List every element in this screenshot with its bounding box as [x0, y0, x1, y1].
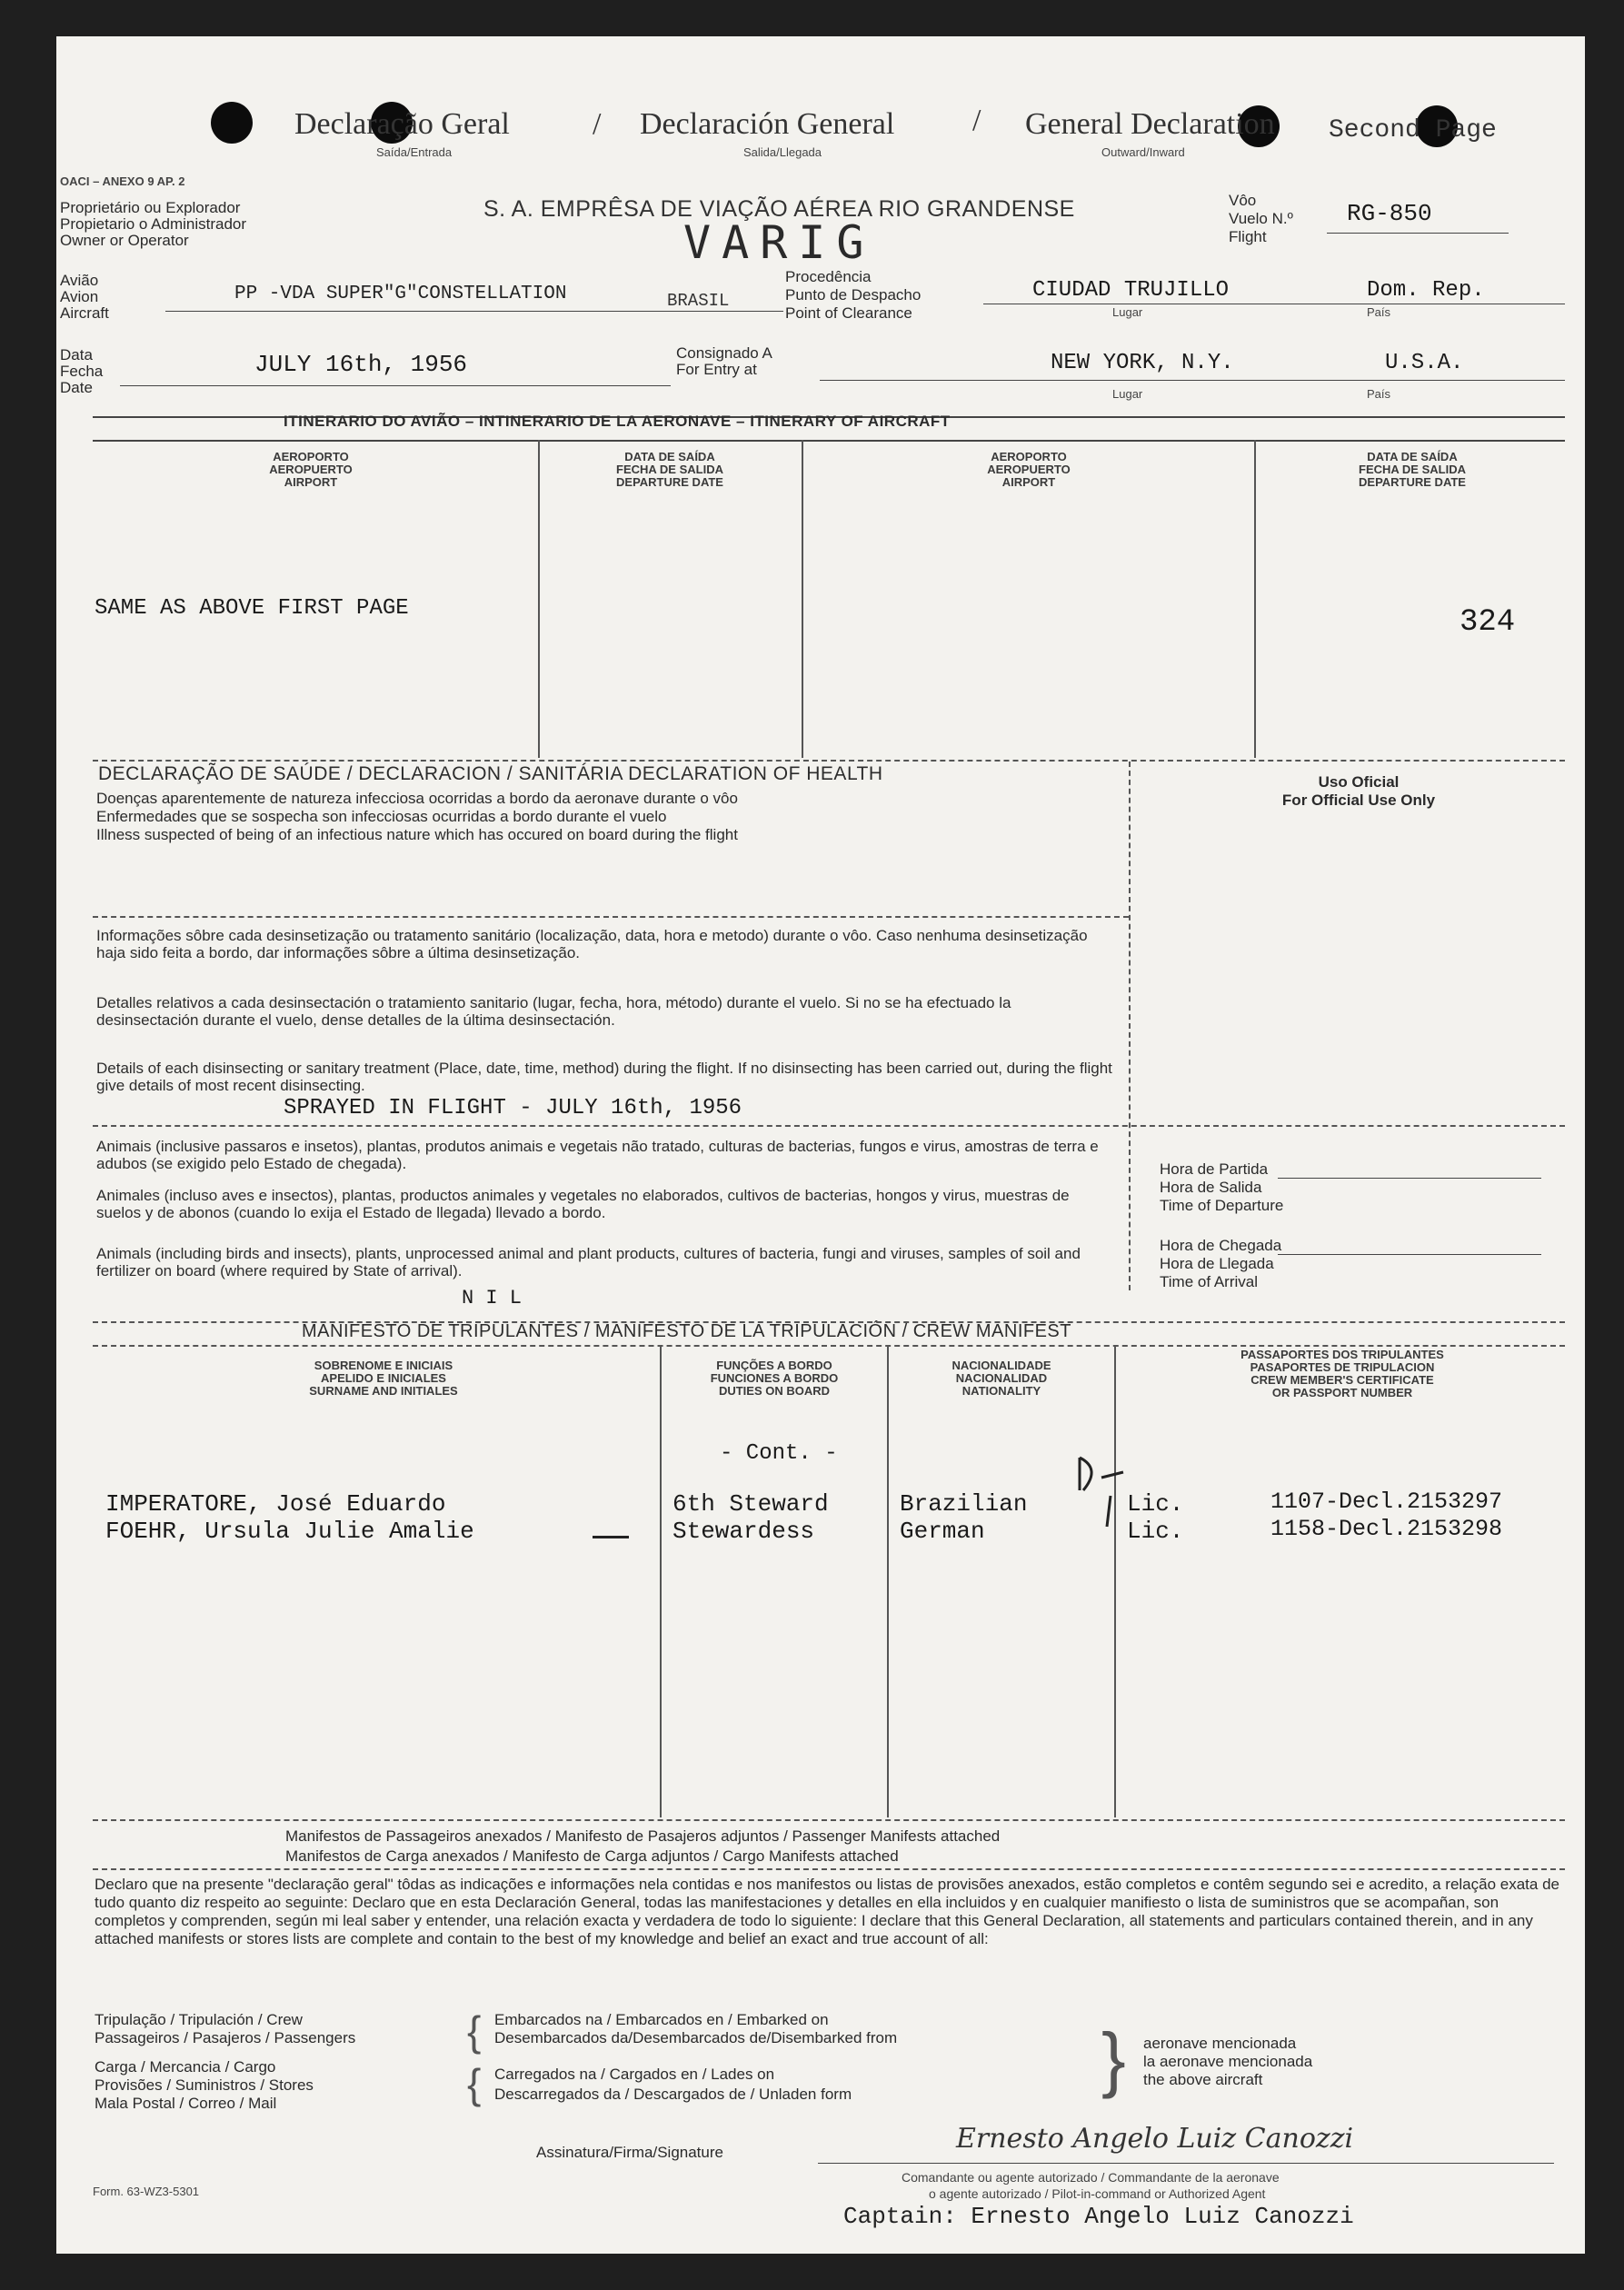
decl-mid-4: Descarregados da / Descargados de / Unladen form: [494, 2086, 852, 2103]
date-label-pt: Data: [60, 346, 93, 363]
itinerary-number: 324: [1460, 605, 1516, 640]
decl-right-2: la aeronave mencionada: [1143, 2053, 1313, 2070]
decl-mid-3: Carregados na / Cargados en / Lades on: [494, 2066, 775, 2083]
title-portuguese-sub: Saída/Entrada: [376, 145, 453, 159]
entry-place: NEW YORK, N.Y.: [1051, 351, 1234, 375]
operator-label-es: Propietario o Administrador: [60, 215, 247, 233]
animals-text-es: Animales (incluso aves e insectos), plantas, productos animales y vegetales no elaborados, cultivos de bacterias, hongos y virus, muestras de suelos y de abonos (cuando lo exija el Estado de llegada) llevado a bordo.: [96, 1187, 1070, 1221]
entry-place-sub: Lugar: [1112, 387, 1143, 401]
declaration-text: Declaro que na presente "declaração geral" tôdas as indicações e informações nela contidas e nos manifestos ou listas de provisões anexados, estão completos e contêm segundo sei e acredito, a relação exata de tudo quanto diz respeito ao seguinte: Declaro que en esta Declaración General, todas las manifestaciones y detalles en ella incluidos y en cualquier manifiesto o lista de suministros que se acompañan, son completos y comprenden, según mi leal saber y entender, una relación exacta y verdadera de todo lo siguiente: I declare that this General Declaration, all statements and particulars contained therein, and in any attached manifests or stores lists are complete and contain to the best of my knowledge and belief an exact and true account of all:: [95, 1876, 1559, 1947]
health-title: DECLARAÇÃO DE SAÚDE / DECLARACION / SANITÁRIA DECLARATION OF HEALTH: [98, 763, 883, 784]
operator-company: S. A. EMPRÊSA DE VIAÇÃO AÉREA RIO GRANDENSE: [483, 196, 1075, 222]
title-sep-1: /: [593, 107, 602, 141]
flight-line: [1327, 233, 1509, 234]
captain-name: Captain: Ernesto Angelo Luiz Canozzi: [843, 2203, 1354, 2230]
itin-col3-h3: AIRPORT: [1001, 475, 1056, 489]
itin-col2-h2: FECHA DE SALIDA: [616, 463, 723, 476]
decl-left-3: Carga / Mercancia / Cargo: [95, 2058, 276, 2076]
itinerary-entry: SAME AS ABOVE FIRST PAGE: [95, 596, 409, 621]
date-value: JULY 16th, 1956: [254, 351, 468, 378]
animals-top-line: [93, 1125, 1565, 1127]
health-line-es: Enfermedades que se sospecha son infecciosas ocurridas a bordo durante el vuelo: [96, 808, 667, 825]
signature-handwritten: Ernesto Angelo Luiz Canozzi: [956, 2123, 1354, 2155]
itin-col4-h3: DEPARTURE DATE: [1359, 475, 1466, 489]
health-divider: [1129, 762, 1131, 1290]
time-dep-line: [1278, 1178, 1541, 1179]
page-note: Second Page: [1329, 116, 1497, 144]
animals-nil: N I L: [462, 1287, 523, 1309]
crew-col4-h2: PASAPORTES DE TRIPULACION: [1250, 1360, 1435, 1374]
title-spanish: Declaración General: [640, 107, 895, 141]
crew-col3-h2: NACIONALIDAD: [955, 1371, 1048, 1385]
disinsect-text-en: Details of each disinsecting or sanitary treatment (Place, date, time, method) during the flight. If no disinsecting has been carried out, during the flight give details of most recent disinsecting.: [96, 1060, 1112, 1094]
declaration-sheet: [56, 36, 1585, 2254]
clearance-label-en: Point of Clearance: [785, 304, 912, 322]
animals-text-pt: Animais (inclusive passaros e insetos), plantas, produtos animais e vegetais não tratado, culturas de bacterias, fungos e virus, amostras de terra e adubos (se exigido pelo Estado de chegada).: [96, 1138, 1099, 1172]
disinsect-text-pt: Informações sôbre cada desinsetização ou tratamento sanitário (localização, data, hora e metodo) durante o vôo. Caso nenhuma desinsetização haja sido feita a bordo, dar informações sôbre a última desinsetização.: [96, 927, 1088, 961]
official-use-pt: Uso Oficial: [1318, 773, 1400, 791]
crew-col1-h2: APELIDO E INICIALES: [321, 1371, 446, 1385]
aircraft-label-en: Aircraft: [60, 304, 109, 322]
date-label-en: Date: [60, 379, 93, 396]
crew-col2-h1: FUNÇÕES A BORDO: [716, 1359, 832, 1372]
clearance-country-sub: País: [1367, 305, 1391, 319]
itinerary-col-divider-1: [538, 440, 540, 758]
itin-col3-h2: AEROPUERTO: [987, 463, 1071, 476]
decl-brace-1: {: [467, 2007, 482, 2055]
decl-right-1: aeronave mencionada: [1143, 2035, 1297, 2052]
itinerary-title: ITINERARIO DO AVIÃO – INTINERARIO DE LA AERONAVE – ITINERARY OF AIRCRAFT: [284, 413, 951, 430]
itin-col4-h2: FECHA DE SALIDA: [1359, 463, 1466, 476]
crew-head-line: [93, 1345, 1565, 1347]
time-arr-line: [1278, 1254, 1541, 1255]
entry-label-1: Consignado A: [676, 344, 772, 362]
health-top-line: [93, 760, 1565, 762]
crew-lic-1: Lic.: [1127, 1490, 1184, 1518]
aircraft-label-es: Avion: [60, 288, 99, 305]
crew-cont: - Cont. -: [720, 1441, 838, 1466]
aircraft-label-pt: Avião: [60, 272, 99, 289]
aircraft-value: PP -VDA SUPER"G"CONSTELLATION: [234, 284, 567, 304]
decl-left-4: Provisões / Suministros / Stores: [95, 2076, 314, 2094]
disinsect-top-line: [93, 916, 1129, 918]
health-line-pt: Doenças aparentemente de natureza infecciosa ocorridas a bordo da aeronave durante o vôo: [96, 790, 738, 807]
title-sep-2: /: [972, 104, 981, 137]
time-dep-pt: Hora de Partida: [1160, 1160, 1269, 1178]
crew-col3-h1: NACIONALIDADE: [951, 1359, 1051, 1372]
itin-col1-h3: AIRPORT: [284, 475, 338, 489]
flight-label-2: Vuelo N.º: [1229, 210, 1293, 227]
decl-mid-1: Embarcados na / Embarcados en / Embarked on: [494, 2011, 829, 2028]
date-label-es: Fecha: [60, 363, 104, 380]
signature-sub-2: o agente autorizado / Pilot-in-command or Authorized Agent: [929, 2186, 1266, 2201]
entry-country: U.S.A.: [1385, 351, 1464, 375]
itin-col4-h1: DATA DE SAÍDA: [1367, 450, 1458, 463]
operator-label-pt: Proprietário ou Explorador: [60, 199, 241, 216]
entry-line: [820, 380, 1565, 381]
time-arr-pt: Hora de Chegada: [1160, 1237, 1282, 1254]
sprayed-note: SPRAYED IN FLIGHT - JULY 16th, 1956: [284, 1096, 742, 1120]
crew-col4-h1: PASSAPORTES DOS TRIPULANTES: [1240, 1348, 1444, 1361]
crew-name-2: FOEHR, Ursula Julie Amalie: [105, 1518, 474, 1545]
entry-country-sub: País: [1367, 387, 1391, 401]
decl-brace-2: {: [467, 2060, 482, 2107]
crew-col4-h3: CREW MEMBER'S CERTIFICATE: [1250, 1373, 1434, 1387]
itin-col2-h1: DATA DE SAÍDA: [624, 450, 715, 463]
crew-col-divider-2: [887, 1345, 889, 1817]
crew-nationality-2: German: [900, 1518, 985, 1545]
clearance-place-sub: Lugar: [1112, 305, 1143, 319]
disinsect-text-es: Detalles relativos a cada desinsectación o tratamiento sanitario (lugar, fecha, hora, método) durante el vuelo. Si no se ha efectuado la desinsectación durante el vuelo, dense detalles de la última desinsectación.: [96, 994, 1011, 1029]
clearance-place: CIUDAD TRUJILLO: [1032, 278, 1230, 303]
decl-brace-3: }: [1101, 2018, 1126, 2099]
crew-nationality-1: Brazilian: [900, 1490, 1028, 1518]
crew-duty-1: 6th Steward: [673, 1490, 829, 1518]
operator-label-en: Owner or Operator: [60, 232, 189, 249]
crew-title: MANIFESTO DE TRIPULANTES / MANIFESTO DE LA TRIPULACIÓN / CREW MANIFEST: [302, 1321, 1071, 1341]
aircraft-nationality: BRASIL: [667, 291, 730, 311]
official-use-en: For Official Use Only: [1281, 792, 1436, 809]
itinerary-head-line: [93, 440, 1565, 442]
clearance-label-es: Punto de Despacho: [785, 286, 922, 304]
decl-mid-2: Desembarcados da/Desembarcados de/Disembarked from: [494, 2029, 898, 2046]
itin-col3-h1: AEROPORTO: [991, 450, 1067, 463]
crew-col-divider-1: [660, 1345, 662, 1817]
aircraft-line: [165, 311, 783, 312]
time-arr-es: Hora de Llegada: [1160, 1255, 1274, 1272]
crew-col2-h3: DUTIES ON BOARD: [718, 1384, 831, 1398]
signature-line: [818, 2163, 1554, 2164]
crew-col1-h3: SURNAME AND INITIALES: [309, 1384, 458, 1398]
crew-cert-1: 1107-Decl.2153297: [1270, 1488, 1503, 1515]
itin-col2-h3: DEPARTURE DATE: [616, 475, 723, 489]
pen-mark-dash: [593, 1536, 629, 1538]
clearance-label-pt: Procedência: [785, 268, 872, 285]
signature-sub-1: Comandante ou agente autorizado / Commandante de la aeronave: [902, 2170, 1280, 2185]
itinerary-col-divider-3: [1254, 440, 1256, 758]
title-portuguese: Declaração Geral: [294, 107, 510, 141]
manifest-bottom-line: [93, 1868, 1565, 1870]
clearance-country: Dom. Rep.: [1367, 278, 1485, 303]
flight-label-1: Vôo: [1229, 192, 1257, 209]
entry-label-2: For Entry at: [676, 361, 757, 378]
signature-label: Assinatura/Firma/Signature: [536, 2144, 723, 2161]
crew-col-divider-3: [1114, 1345, 1116, 1817]
flight-label-3: Flight: [1229, 228, 1267, 245]
decl-left-1: Tripulação / Tripulación / Crew: [95, 2011, 303, 2028]
title-spanish-sub: Salida/Llegada: [743, 145, 822, 159]
time-dep-es: Hora de Salida: [1160, 1179, 1262, 1196]
crew-col4-h4: OR PASSPORT NUMBER: [1271, 1386, 1413, 1399]
animals-text-en: Animals (including birds and insects), plants, unprocessed animal and plant products, cultures of bacteria, fungi and viruses, samples of soil and fertilizer on board (where required by State of arrival).: [96, 1245, 1081, 1279]
punch-hole-1: [211, 102, 253, 144]
manifest-top-line: [93, 1819, 1565, 1821]
pen-mark-check: [1074, 1450, 1129, 1528]
crew-col1-h1: SOBRENOME E INICIAIS: [314, 1359, 453, 1372]
title-english: General Declaration: [1025, 107, 1275, 141]
crew-duty-2: Stewardess: [673, 1518, 815, 1545]
date-line: [120, 385, 671, 386]
decl-right-3: the above aircraft: [1143, 2071, 1263, 2088]
crew-col3-h3: NATIONALITY: [961, 1384, 1041, 1398]
itin-col1-h2: AEROPUERTO: [269, 463, 353, 476]
decl-left-5: Mala Postal / Correo / Mail: [95, 2095, 277, 2112]
cargo-manifest-note: Manifestos de Carga anexados / Manifesto de Carga adjuntos / Cargo Manifests attached: [285, 1847, 899, 1865]
crew-cert-2: 1158-Decl.2153298: [1270, 1516, 1503, 1542]
itin-col1-h1: AEROPORTO: [273, 450, 349, 463]
annex-code: OACI – ANEXO 9 AP. 2: [60, 174, 185, 188]
crew-lic-2: Lic.: [1127, 1518, 1184, 1545]
crew-name-1: IMPERATORE, José Eduardo: [105, 1490, 446, 1518]
passenger-manifest-note: Manifestos de Passageiros anexados / Manifesto de Pasajeros adjuntos / Passenger Manifests attached: [285, 1827, 1001, 1845]
decl-left-2: Passageiros / Pasajeros / Passengers: [95, 2029, 356, 2046]
form-number: Form. 63-WZ3-5301: [93, 2185, 200, 2198]
flight-number: RG-850: [1347, 200, 1432, 227]
itinerary-col-divider-2: [802, 440, 803, 758]
varig-brand: VARIG: [683, 216, 875, 269]
time-arr-en: Time of Arrival: [1160, 1273, 1259, 1290]
title-english-sub: Outward/Inward: [1101, 145, 1185, 159]
time-dep-en: Time of Departure: [1160, 1197, 1284, 1214]
crew-col2-h2: FUNCIONES A BORDO: [710, 1371, 839, 1385]
health-line-en: Illness suspected of being of an infectious nature which has occured on board during the flight: [96, 826, 738, 843]
